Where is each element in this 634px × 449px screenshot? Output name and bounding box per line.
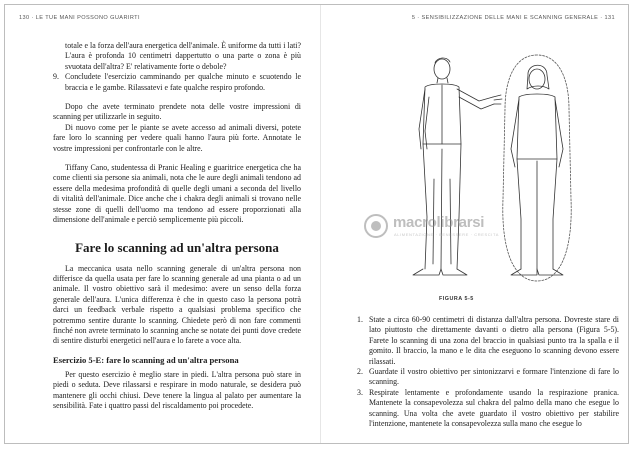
watermark-logo-icon bbox=[363, 213, 389, 239]
left-page bbox=[5, 5, 321, 443]
figure-illustration bbox=[397, 49, 587, 285]
list-item-text: Respirate lentamente e profondamente usando la respirazione pranica. Mantenete la consapevolezza sul chakra del palmo della mano che esegue lo scanning. Una volta che avete guardato il vostro obiettivo per stabilire l'intenzione, mantenete la consapevolezza sulla mano che esegue lo bbox=[369, 387, 619, 429]
running-head-right: 5 · SENSIBILIZZAZIONE DELLE MANI E SCANNING GENERALE · 131 bbox=[411, 15, 615, 21]
list-item-text: State a circa 60-90 centimetri di distanza dall'altra persona. Dovreste stare di lato piuttosto che direttamente davanti o dietro alla persona (Figura 5-5). Farete lo scanning di una zona del braccio in qualsiasi punto tra la spalla e il gomito. Il braccio, la mano e le dita che eseguono lo scanning devono essere rilassati. bbox=[369, 315, 619, 366]
list-item-text: Concludete l'esercizio camminando per qualche minuto e scuotendo le braccia e le gambe. Rilassatevi e fate qualche respiro profondo. bbox=[65, 72, 301, 92]
list-number: 3. bbox=[357, 387, 363, 397]
list-item-9 bbox=[53, 72, 301, 93]
book-spread bbox=[4, 4, 629, 444]
watermark bbox=[363, 210, 513, 244]
list-item-2 bbox=[357, 367, 619, 388]
list-item-1 bbox=[357, 315, 619, 367]
paragraph: La meccanica usata nello scanning generale di un'altra persona non differisce da quella usata per fare lo scanning generale ad una pianta o ad un animale. Il vostro obiettivo sarà il medesimo: avere un senso della forza generale dell'aura. L'unica differenza è che in questo caso la persona potrà darci un feedback verbale rispetto a qualsiasi problema specifico che potremmo sentire durante lo scanning. Chiedete però di non fare commenti finché non avrete terminato lo scanning anche se notate dei punti dove credete di sentire disturbi energetici nell'aura e lo farete a voce alta. bbox=[53, 263, 301, 346]
subject-figure bbox=[511, 65, 563, 275]
list-number: 1. bbox=[357, 315, 363, 324]
left-page-text bbox=[53, 41, 301, 411]
list-item-text: Guardate il vostro obiettivo per sintonizzarvi e formare l'intenzione di fare lo scanning. bbox=[369, 367, 619, 387]
exercise-heading: Esercizio 5-E: fare lo scanning ad un'altra persona bbox=[53, 354, 239, 365]
list-continuation: totale e la forza dell'aura energetica dell'animale. È uniforme da tutti i lati? L'aura è profonda 10 centimetri dappertutto o una parte o zona è più svuotata dell'altra? E' relativamente forte o debole? bbox=[65, 41, 301, 71]
list-item-3 bbox=[357, 388, 619, 430]
figure-caption: FIGURA 5-5 bbox=[439, 296, 474, 302]
right-page-text bbox=[357, 315, 619, 429]
paragraph: Dopo che avete terminato prendete nota delle vostre impressioni di scanning per utilizzarle in seguito. bbox=[53, 102, 301, 122]
list-number: 2. bbox=[357, 367, 363, 377]
section-heading: Fare lo scanning ad un'altra persona bbox=[75, 239, 279, 255]
paragraph: Tiffany Cano, studentessa di Pranic Healing e guaritrice energetica che ha come clienti sia persone sia animali, nota che le aure degli animali tendono ad essere della medesima profondità di quelle degli umani a seconda del livello di vitalità dell'animale. Dice anche che i chakra degli animali si trovano nelle stesse zone di quelli dell'uomo ma tendono ad essere proporzionati alla dimensione dell'animale e perciò semplicemente più piccoli. bbox=[53, 163, 301, 225]
running-head-left: 130 · LE TUE MANI POSSONO GUARIRTI bbox=[19, 15, 140, 21]
watermark-brand: macrolibrarsi bbox=[393, 214, 485, 231]
list-number: 9. bbox=[53, 72, 59, 82]
paragraph: Di nuovo come per le piante se avete accesso ad animali diversi, potete fare loro lo scanning per vedere quali hanno l'aura più forte. Annotate le vostre impressioni per confrontarle con le altre. bbox=[53, 122, 301, 153]
paragraph: Per questo esercizio è meglio stare in piedi. L'altra persona può stare in piedi o seduta. Deve rilassarsi e respirare in modo naturale, se desidera può mantenere gli occhi chiusi. Deve tenere la lingua al palato per aumentare la sensibilità. Fate i quattro passi del riscaldamento poi procedete. bbox=[53, 369, 301, 410]
watermark-tagline: ALIMENTAZIONE · BENESSERE · CRESCITA bbox=[394, 232, 500, 237]
